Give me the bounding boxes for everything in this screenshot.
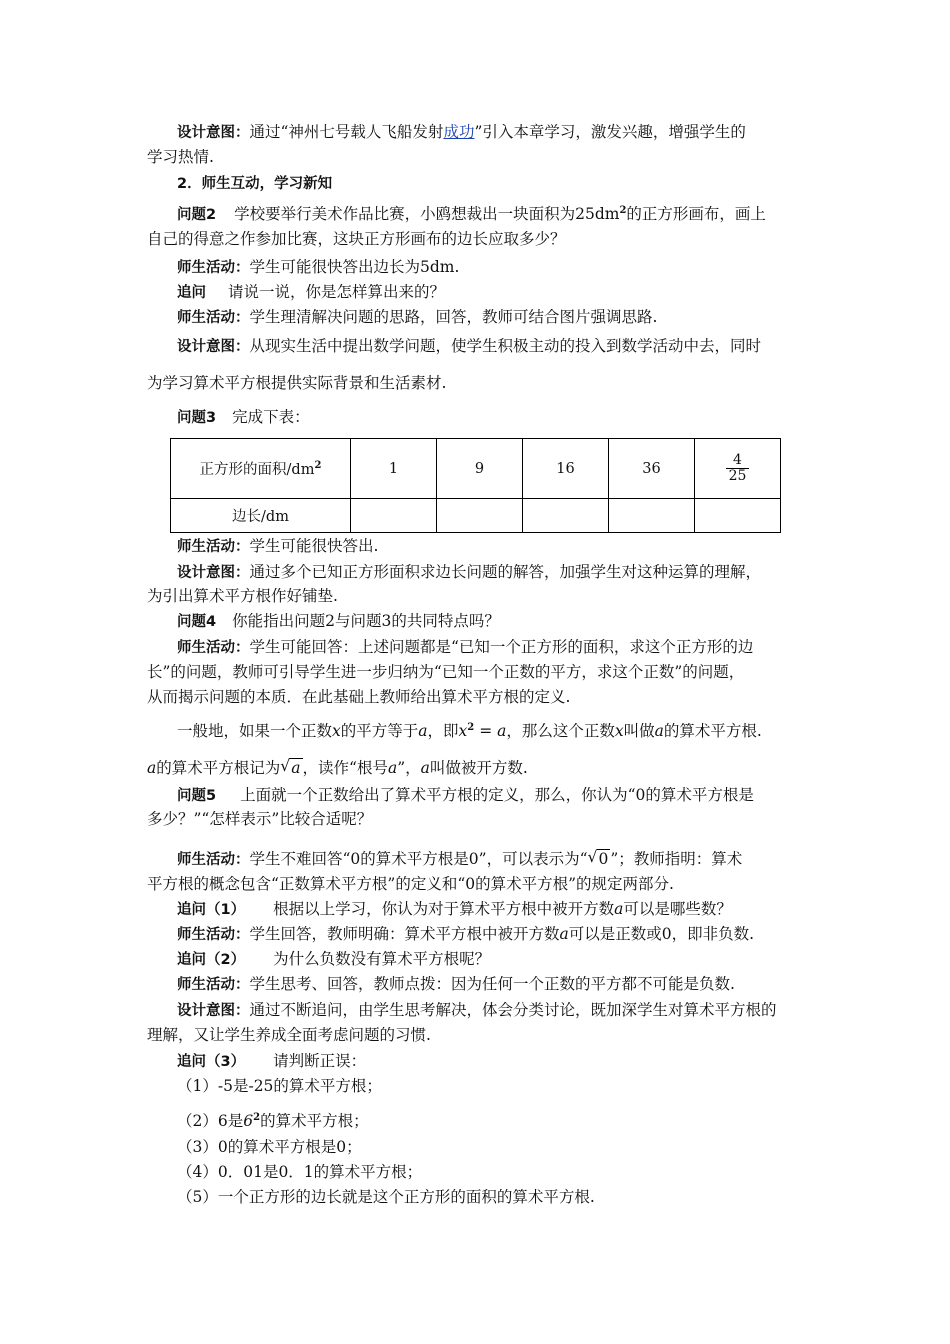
area-side-table — [170, 438, 781, 533]
judge-item-2: （2）6是$6^2$的算术平方根； — [177, 1111, 369, 1130]
table-cell-empty[interactable] — [609, 499, 695, 533]
question-3: 问题3 完成下表： — [177, 408, 310, 426]
question-5: 问题5 上面就一个正数给出了算术平方根的定义，那么，你认为“0的算术平方根是 — [177, 786, 754, 804]
sqrt-zero: √ 0 — [587, 848, 609, 868]
table-header-area: 正方形的面积$/dm^2$ — [171, 439, 351, 499]
table-cell-empty[interactable] — [351, 499, 437, 533]
activity-5-cont: 平方根的概念包含“正数算术平方根”的定义和“0的算术平方根”的规定两部分. — [147, 875, 674, 893]
design-intent-3-cont: 为引出算术平方根作好铺垫. — [147, 587, 338, 605]
activity-3: 师生活动：学生可能很快答出. — [177, 537, 379, 555]
sqrt-a: √ a — [280, 757, 301, 777]
question-4: 问题4 你能指出问题2与问题3的共同特点吗？ — [177, 612, 500, 630]
activity-4: 师生活动：学生可能回答：上述问题都是“已知一个正方形的面积，求这个正方形的边 — [177, 638, 754, 656]
design-intent-2: 设计意图：从现实生活中提出数学问题，使学生积极主动的投入到数学活动中去，同时 — [177, 337, 762, 355]
design-intent-5-cont: 理解，又让学生养成全面考虑问题的习惯. — [147, 1026, 431, 1044]
followup-5-1: 追问（1） 根据以上学习，你认为对于算术平方根中被开方数a可以是哪些数？ — [177, 900, 732, 918]
activity-5-1: 师生活动：学生回答，教师明确：算术平方根中被开方数a可以是正数或0，即非负数. — [177, 925, 755, 943]
activity-4-cont: 长”的问题，教师可引导学生进一步归纳为“已知一个正数的平方，求这个正数”的问题， — [147, 663, 745, 681]
table-cell: 16 — [523, 439, 609, 499]
table-header-side: 边长/dm — [171, 499, 351, 533]
table-row — [171, 439, 781, 499]
table-cell: 36 — [609, 439, 695, 499]
followup-2: 追问 请说一说，你是怎样算出来的？ — [177, 283, 446, 301]
definition-line-1: 一般地，如果一个正数x的平方等于a，即$x^2 = a$，那么这个正数x叫做a的算术平方根. — [177, 721, 762, 740]
followup-5-2: 追问（2） 为什么负数没有算术平方根呢？ — [177, 950, 491, 968]
judge-item-3: （3）0的算术平方根是0； — [177, 1138, 362, 1156]
activity-4-cont2: 从而揭示问题的本质．在此基础上教师给出算术平方根的定义. — [147, 688, 571, 706]
design-intent-5: 设计意图：通过不断追问，由学生思考解决，体会分类讨论，既加深学生对算术平方根的 — [177, 1001, 777, 1019]
table-cell-empty[interactable] — [523, 499, 609, 533]
fraction: $\frac{4}{25}$ — [726, 453, 750, 484]
judge-item-4: （4）0．01是0．1的算术平方根； — [177, 1163, 423, 1181]
table-cell: 1 — [351, 439, 437, 499]
table-cell-fraction — [695, 439, 781, 499]
activity-5-2: 师生活动：学生思考、回答，教师点拨：因为任何一个正数的平方都不可能是负数. — [177, 975, 735, 993]
success-link[interactable]: 成功 — [443, 123, 475, 141]
activity-2b: 师生活动：学生理清解决问题的思路，回答，教师可结合图片强调思路. — [177, 308, 658, 326]
activity-5: 师生活动：学生不难回答“0的算术平方根是0”，可以表示为“ √ 0 ”；教师指明：算术 — [177, 848, 743, 868]
table-cell: 9 — [437, 439, 523, 499]
design-intent-1-cont: 学习热情. — [147, 148, 214, 166]
design-intent-3: 设计意图：通过多个已知正方形面积求边长问题的解答，加强学生对这种运算的理解， — [177, 563, 762, 581]
table-row — [171, 499, 781, 533]
section-heading-2: 2．师生互动，学习新知 — [177, 176, 333, 192]
question-5-cont: 多少？”“怎样表示”比较合适呢？ — [147, 810, 373, 828]
design-intent-1: 设计意图：通过“神州七号载人飞船发射成功”引入本章学习，激发兴趣，增强学生的 — [177, 123, 746, 141]
followup-5-3: 追问（3） 请判断正误： — [177, 1052, 367, 1070]
design-intent-2-cont: 为学习算术平方根提供实际背景和生活素材. — [147, 374, 447, 392]
judge-item-1: （1）-5是-25的算术平方根； — [177, 1077, 382, 1095]
question-2: 问题2 学校要举行美术作品比赛，小鸥想裁出一块面积为$25dm^2$的正方形画布，画上 — [177, 204, 766, 223]
table-cell-empty[interactable] — [437, 499, 523, 533]
judge-item-5: （5）一个正方形的边长就是这个正方形的面积的算术平方根. — [177, 1188, 595, 1206]
activity-2: 师生活动：学生可能很快答出边长为5dm. — [177, 258, 460, 276]
table-cell-empty[interactable] — [695, 499, 781, 533]
question-2-cont: 自己的得意之作参加比赛，这块正方形画布的边长应取多少？ — [147, 230, 566, 248]
definition-line-2: a的算术平方根记为 √ a ，读作“根号a”，a叫做被开方数. — [147, 757, 528, 777]
